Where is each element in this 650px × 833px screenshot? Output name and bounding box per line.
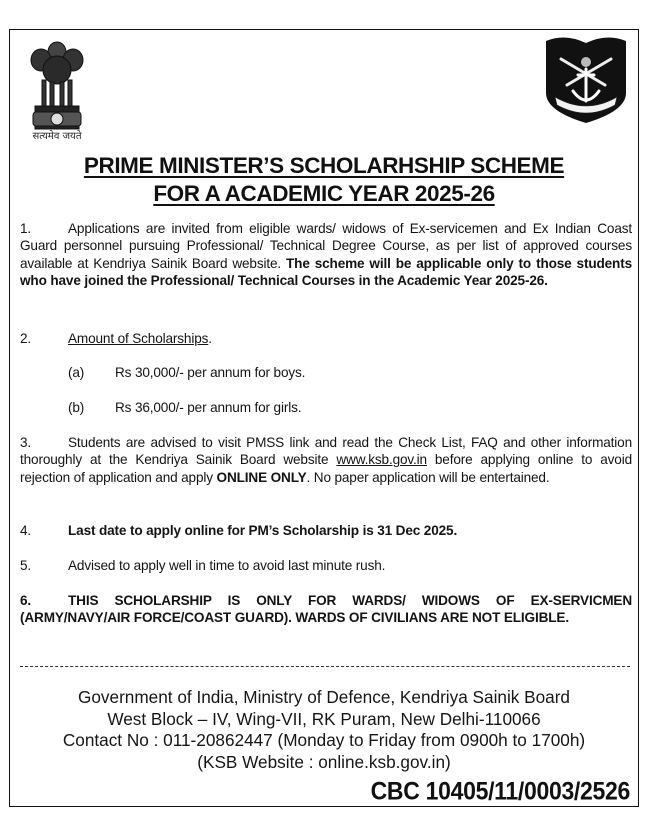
paragraph-5 — [20, 557, 632, 574]
paragraph-text: before applying online to avoid rejection of application and apply — [20, 452, 632, 485]
heading-suffix: . — [208, 331, 212, 346]
ksb-crest-icon — [543, 35, 629, 125]
item-text: Rs 36,000/- per annum for girls. — [115, 400, 302, 415]
ksb-website-link[interactable]: www.ksb.gov.in — [336, 452, 427, 468]
scholarship-item-girls — [68, 399, 650, 416]
item-label: (b) — [68, 400, 85, 415]
paragraph-bold-text: ONLINE ONLY — [216, 469, 307, 485]
paragraph-number: 1. — [20, 221, 32, 236]
paragraph-1 — [20, 220, 632, 289]
paragraph-4 — [20, 522, 632, 539]
paragraph-number: 3. — [20, 435, 32, 450]
paragraph-text: Advised to apply well in time to avoid last minute rush. — [68, 558, 386, 573]
title-line-2: FOR A ACADEMIC YEAR 2025-26 — [153, 181, 495, 206]
scholarship-amount-heading: Amount of Scholarships — [68, 331, 209, 346]
dashed-divider — [20, 666, 630, 667]
notice-frame — [9, 29, 639, 807]
eligibility-text: THIS SCHOLARSHIP IS ONLY FOR WARDS/ WIDOWS OF EX-SERVICMEN (ARMY/NAVY/AIR FORCE/COAST GUARD). WARDS OF CIVILIANS ARE NOT ELIGIBLE. — [20, 593, 632, 626]
paragraph-number: 6. — [20, 593, 32, 608]
paragraph-6 — [20, 592, 632, 627]
paragraph-2 — [20, 330, 632, 347]
item-label: (a) — [68, 365, 85, 380]
emblem-motto: सत्यमेव जयते — [32, 131, 82, 142]
paragraph-text: Students are advised to visit PMSS link and read the Check List, FAQ and other information thoroughly at the Kendriya Sainik Board website — [20, 435, 632, 468]
last-date-text: Last date to apply online for PM’s Scholarship is 31 Dec 2025. — [68, 523, 458, 538]
scholarship-item-boys — [68, 364, 650, 381]
paragraph-text: Applications are invited from eligible wards/ widows of Ex-servicemen and Ex Indian Coast Guard personnel pursuing Professional/ Technical Degree Course, as per list of approved courses available at Kendriya Sainik Board website. — [20, 221, 632, 271]
cbc-code: CBC 10405/11/0003/2526 — [370, 777, 630, 806]
paragraph-number: 5. — [20, 558, 32, 573]
item-text: Rs 30,000/- per annum for boys. — [115, 365, 306, 380]
paragraph-text: . No paper application will be entertained. — [306, 469, 550, 485]
footer-address — [10, 687, 638, 773]
footer-organisation: Government of India, Ministry of Defence, Kendriya Sainik Board — [78, 687, 570, 707]
footer-address-line: West Block – IV, Wing-VII, RK Puram, New Delhi-110066 — [107, 708, 541, 729]
paragraph-number: 4. — [20, 523, 32, 538]
footer-contact: Contact No : 011-20862447 (Monday to Friday from 0900h to 1700h) — [62, 730, 586, 750]
title-line-1: PRIME MINISTER’S SCHOLARHSHIP SCHEME — [83, 153, 565, 178]
footer-website: (KSB Website : online.ksb.gov.in) — [197, 751, 451, 772]
paragraph-bold-text: The scheme will be applicable only to those students who have joined the Professional/ Technical Courses in the Academic Year 2025-26. — [20, 255, 633, 288]
paragraph-number: 2. — [20, 331, 32, 346]
paragraph-3 — [20, 434, 632, 486]
